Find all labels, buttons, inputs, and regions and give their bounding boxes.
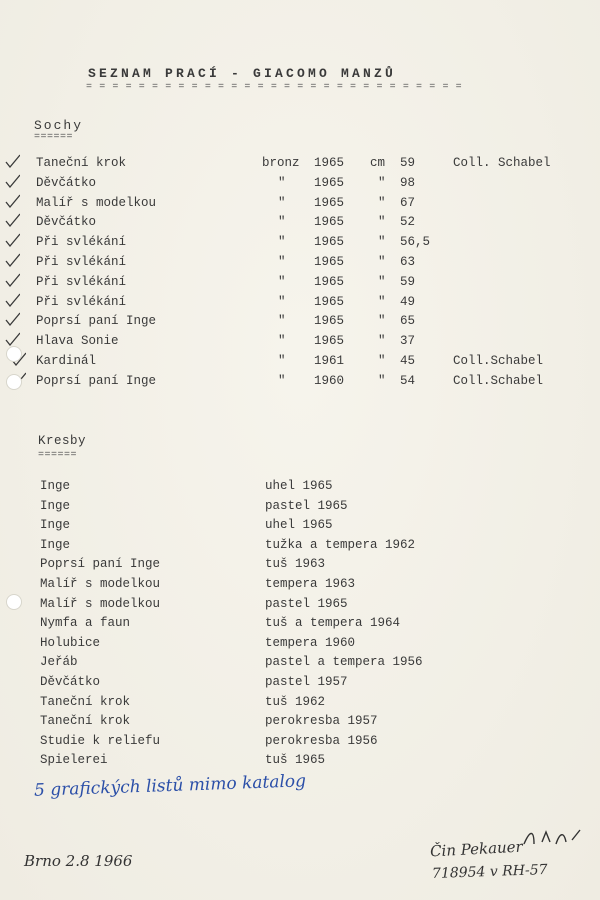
sochy-row (0, 334, 600, 354)
check-mark-icon (4, 332, 20, 346)
kresby-row (0, 675, 600, 695)
kresby-row (0, 636, 600, 656)
work-title: Poprsí paní Inge (36, 314, 157, 329)
work-title: Děvčátko (36, 175, 97, 190)
punch-hole (6, 374, 22, 390)
work-unit: " (378, 235, 386, 250)
work-year: 1961 (314, 354, 345, 368)
drawing-title: Inge (40, 537, 71, 552)
work-year: 1965 (314, 274, 345, 289)
work-unit: " (378, 274, 386, 289)
work-material: " (278, 334, 286, 349)
drawing-title: Inge (40, 518, 71, 533)
drawing-title: Jeřáb (40, 655, 78, 670)
work-material: " (278, 274, 286, 289)
drawing-title: Poprsí paní Inge (40, 557, 161, 572)
kresby-row (0, 518, 600, 538)
drawing-technique: uhel 1965 (265, 518, 333, 533)
work-unit: " (378, 175, 386, 190)
drawing-title: Nymfa a faun (40, 616, 131, 631)
kresby-row (0, 557, 600, 577)
drawing-title: Inge (40, 479, 71, 493)
kresby-row (0, 597, 600, 617)
work-year: 1965 (314, 314, 345, 329)
sochy-row (0, 235, 600, 255)
drawing-technique: perokresba 1957 (265, 714, 378, 729)
signature: Čin Pekauer (429, 837, 524, 861)
signature-number: 718954 v RH-57 (431, 861, 548, 883)
check-mark-icon (4, 233, 20, 247)
check-mark-icon (4, 273, 20, 287)
drawing-technique: tuš 1962 (265, 694, 326, 709)
drawing-title: Inge (40, 498, 71, 513)
check-mark-icon (4, 213, 20, 227)
kresby-underline: ====== (38, 450, 78, 461)
sochy-row (0, 255, 600, 275)
drawing-title: Spielerei (40, 753, 108, 768)
drawing-technique: pastel 1965 (265, 498, 348, 513)
drawing-technique: tempera 1960 (265, 635, 356, 650)
check-mark-icon (4, 293, 20, 307)
work-title: Při svlékání (36, 235, 127, 250)
work-material: " (278, 195, 286, 210)
drawing-technique: pastel 1957 (265, 675, 348, 689)
sochy-row (0, 374, 600, 394)
work-collection: Coll. Schabel (453, 156, 551, 170)
work-material: " (278, 294, 286, 309)
work-size: 45 (400, 354, 416, 368)
drawing-title: Malíř s modelkou (40, 577, 161, 591)
work-unit: " (378, 294, 386, 309)
work-size: 56,5 (400, 235, 431, 250)
work-material: " (278, 354, 286, 368)
sochy-heading: Sochy (34, 118, 84, 133)
sochy-row (0, 215, 600, 235)
work-title: Hlava Sonie (36, 334, 119, 349)
work-unit: " (378, 255, 386, 269)
drawing-title: Taneční krok (40, 714, 131, 729)
sochy-row (0, 354, 600, 374)
work-unit: " (378, 215, 386, 230)
drawing-title: Taneční krok (40, 694, 131, 709)
check-mark-icon (4, 154, 20, 168)
work-year: 1965 (314, 334, 345, 349)
handwritten-note: 5 grafických listů mimo katalog (33, 771, 307, 801)
work-unit: " (378, 354, 386, 368)
kresby-row (0, 714, 600, 734)
kresby-heading: Kresby (38, 434, 87, 448)
check-mark-icon (4, 174, 20, 188)
work-size: 63 (400, 255, 416, 269)
work-size: 37 (400, 334, 416, 349)
work-size: 49 (400, 294, 416, 309)
work-unit: cm (370, 156, 386, 170)
work-title: Taneční krok (36, 156, 127, 170)
work-year: 1965 (314, 294, 345, 309)
work-collection: Coll.Schabel (453, 373, 544, 388)
work-collection: Coll.Schabel (453, 354, 544, 368)
work-year: 1965 (314, 175, 345, 190)
work-material: " (278, 373, 286, 388)
work-unit: " (378, 373, 386, 388)
drawing-technique: pastel 1965 (265, 596, 348, 611)
sochy-row (0, 275, 600, 295)
work-material: bronz (262, 156, 300, 170)
work-unit: " (378, 195, 386, 210)
signature-flourish-icon (520, 826, 590, 850)
drawing-technique: tuš 1963 (265, 557, 326, 572)
drawing-technique: tempera 1963 (265, 577, 356, 591)
title-underline: = = = = = = = = = = = = = = = = = = = = = = = = = = = = = (86, 82, 463, 93)
work-material: " (278, 255, 286, 269)
kresby-row (0, 753, 600, 773)
work-material: " (278, 175, 286, 190)
work-size: 52 (400, 215, 416, 230)
kresby-row (0, 695, 600, 715)
work-material: " (278, 235, 286, 250)
work-year: 1965 (314, 195, 345, 210)
check-mark-icon (4, 194, 20, 208)
drawing-technique: tuš a tempera 1964 (265, 616, 401, 631)
drawing-title: Holubice (40, 635, 101, 650)
kresby-row (0, 616, 600, 636)
work-material: " (278, 215, 286, 230)
check-mark-icon (4, 312, 20, 326)
drawing-technique: tužka a tempera 1962 (265, 537, 416, 552)
sochy-row (0, 156, 600, 176)
work-size: 98 (400, 175, 416, 190)
kresby-row (0, 734, 600, 754)
work-size: 54 (400, 373, 416, 388)
drawing-technique: uhel 1965 (265, 479, 333, 493)
work-title: Poprsí paní Inge (36, 373, 157, 388)
work-title: Při svlékání (36, 294, 127, 309)
kresby-row (0, 479, 600, 499)
drawing-title: Studie k reliefu (40, 733, 161, 748)
work-year: 1965 (314, 235, 345, 250)
check-mark-icon (4, 253, 20, 267)
work-year: 1965 (314, 156, 345, 170)
work-size: 65 (400, 314, 416, 329)
sochy-row (0, 176, 600, 196)
punch-hole (6, 346, 22, 362)
kresby-row (0, 577, 600, 597)
drawing-technique: tuš 1965 (265, 753, 326, 768)
kresby-row (0, 655, 600, 675)
handwritten-date: Brno 2.8 1966 (24, 852, 133, 870)
drawing-technique: pastel a tempera 1956 (265, 655, 423, 670)
work-material: " (278, 314, 286, 329)
drawing-title: Děvčátko (40, 675, 101, 689)
work-title: Děvčátko (36, 215, 97, 230)
work-title: Malíř s modelkou (36, 195, 157, 210)
work-size: 59 (400, 274, 416, 289)
document-title: SEZNAM PRACÍ - GIACOMO MANZŮ (88, 66, 397, 81)
drawing-technique: perokresba 1956 (265, 733, 378, 748)
work-unit: " (378, 334, 386, 349)
sochy-underline: ====== (34, 132, 74, 143)
sochy-row (0, 314, 600, 334)
punch-hole (6, 594, 22, 610)
work-size: 59 (400, 156, 416, 170)
work-title: Kardinál (36, 354, 97, 368)
work-unit: " (378, 314, 386, 329)
sochy-row (0, 295, 600, 315)
kresby-row (0, 499, 600, 519)
work-size: 67 (400, 195, 416, 210)
work-year: 1965 (314, 255, 345, 269)
work-title: Při svlékání (36, 255, 127, 269)
work-title: Při svlékání (36, 274, 127, 289)
kresby-row (0, 538, 600, 558)
work-year: 1960 (314, 373, 345, 388)
work-year: 1965 (314, 215, 345, 230)
drawing-title: Malíř s modelkou (40, 596, 161, 611)
sochy-row (0, 196, 600, 216)
